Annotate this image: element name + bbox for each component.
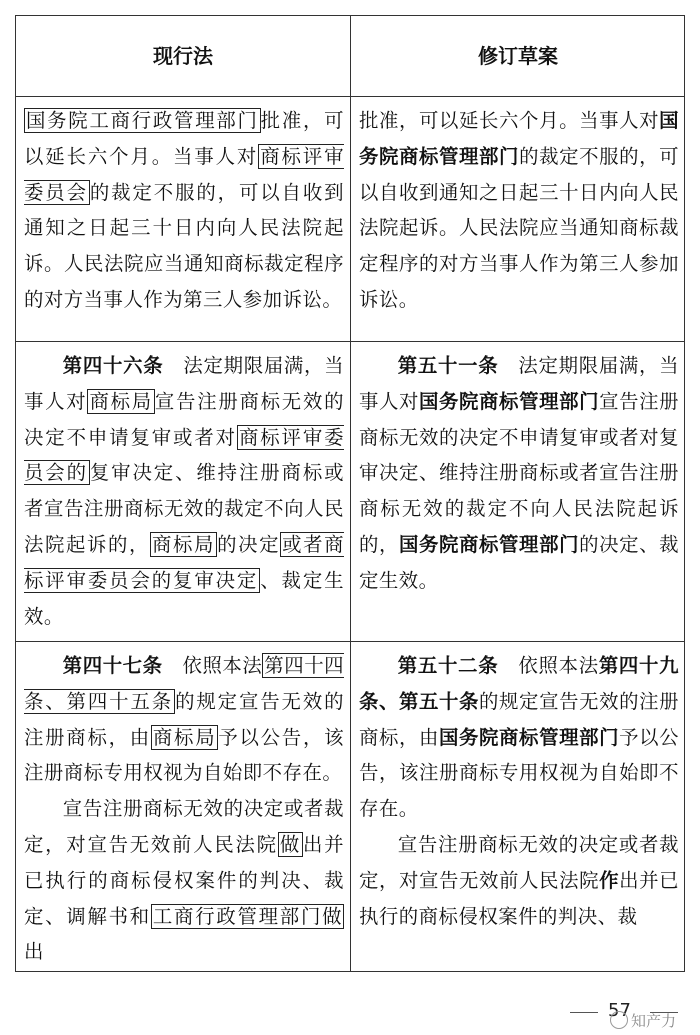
struck-term: 做 — [279, 832, 301, 856]
article-number: 第五十二条 — [397, 654, 499, 677]
article-number: 第四十六条 — [62, 354, 164, 377]
struck-term: 商标评审委员会的 — [24, 425, 345, 485]
text-run: 批准，可以延长六个月。当事人对 — [359, 109, 660, 132]
article-number: 第五十一条 — [397, 354, 499, 377]
text-run: 出 — [24, 940, 44, 964]
text-run: 复审决定、维持注册商标或者宣告注册商标无效的裁定不向人民法院起诉的， — [24, 461, 345, 556]
struck-term: 商标评审委员会 — [24, 144, 345, 204]
article-52-second-paragraph — [359, 827, 679, 934]
text-run: 的规定宣告无效的注册商标，由 — [24, 689, 345, 749]
article-47-paragraph — [24, 648, 344, 791]
row2-draft-cell — [351, 342, 685, 641]
amended-term: 第四十九条、第五十条 — [359, 654, 680, 713]
text-run: 依照本法 — [162, 654, 263, 677]
struck-term: 工商行政管理部门做 — [152, 904, 343, 928]
header-draft-amendment: 修订草案 — [478, 44, 558, 68]
row1-current-law-paragraph — [24, 103, 344, 318]
text-run: 的决定、裁定生效。 — [359, 532, 680, 592]
amended-term: 国务院商标管理部门 — [439, 725, 620, 749]
row3-current-law-cell — [16, 642, 350, 972]
amended-term: 国务院商标管理部门 — [419, 389, 600, 413]
row1-current-law-cell — [16, 97, 350, 341]
text-run: 宣告注册商标无效的决定不申请复审或者对 — [24, 389, 345, 449]
row1-draft-cell — [351, 97, 685, 341]
text-run: 宣告注册商标无效的决定或者裁定，对宣告无效前人民法院 — [359, 832, 679, 892]
struck-term: 国务院工商行政管理部门 — [26, 109, 259, 132]
article-52-paragraph — [359, 648, 679, 827]
page-number: 57 — [608, 1000, 631, 1021]
text-run: 的规定宣告无效的注册商标，由 — [359, 689, 680, 749]
text-run: 宣告注册商标无效的决定或者裁定，对宣告无效前人民法院 — [24, 797, 344, 856]
struck-term: 第四十四条、第四十五条 — [24, 654, 345, 713]
amended-term: 国务院商标管理部门 — [399, 532, 580, 556]
struck-term: 或者商标评审委员会的复审决定 — [24, 532, 345, 592]
text-run: 宣告注册商标无效的决定不申请复审或者对复审决定、维持注册商标或者宣告注册商标无效的裁定不向人民法院起诉的， — [359, 389, 680, 556]
row3-draft-cell — [351, 642, 685, 972]
watermark — [610, 1010, 676, 1031]
header-current-law: 现行法 — [153, 44, 213, 68]
text-run: 予以公告，该注册商标专用权视为自始即不存在。 — [24, 725, 345, 785]
watermark-logo-icon — [610, 1011, 628, 1029]
article-number: 第四十七条 — [62, 654, 163, 677]
text-run: 的裁定不服的，可以自收到通知之日起三十日内向人民法院起诉。人民法院应当通知商标裁定程序的对方当事人作为第三人参加诉讼。 — [359, 144, 680, 311]
text-run: 、裁定生效。 — [24, 568, 345, 628]
struck-term: 商标局 — [152, 532, 216, 556]
article-46-paragraph — [24, 348, 344, 634]
amended-term: 作 — [599, 868, 620, 892]
text-run: 出并已执行的商标侵权案件的判决、裁 — [359, 868, 680, 928]
text-run: 出并已执行的商标侵权案件的判决、裁定、调解书和 — [24, 832, 345, 928]
struck-term: 商标局 — [89, 389, 153, 413]
text-run: 批准，可以延长六个月。当事人对 — [24, 109, 345, 168]
struck-term: 商标局 — [152, 725, 217, 749]
article-47-second-paragraph — [24, 791, 344, 970]
comparison-table — [15, 15, 685, 972]
article-51-paragraph — [359, 348, 679, 599]
footer-dash-left — [570, 1012, 598, 1013]
watermark-text: 知产力 — [631, 1012, 677, 1030]
row1-draft-paragraph — [359, 103, 679, 318]
row2-current-law-cell — [16, 342, 350, 641]
text-run: 予以公告，该注册商标专用权视为自始即不存在。 — [359, 725, 680, 821]
text-run: 依照本法 — [498, 654, 599, 677]
amended-term: 国务院商标管理部门 — [359, 109, 679, 168]
text-run: 的决定 — [217, 532, 281, 556]
text-run: 法定期限届满，当事人对 — [359, 354, 680, 413]
text-run: 的裁定不服的，可以自收到通知之日起三十日内向人民法院起诉。人民法院应当通知商标裁定程序的对方当事人作为第三人参加诉讼。 — [24, 180, 345, 311]
text-run: 法定期限届满，当事人对 — [24, 354, 345, 413]
